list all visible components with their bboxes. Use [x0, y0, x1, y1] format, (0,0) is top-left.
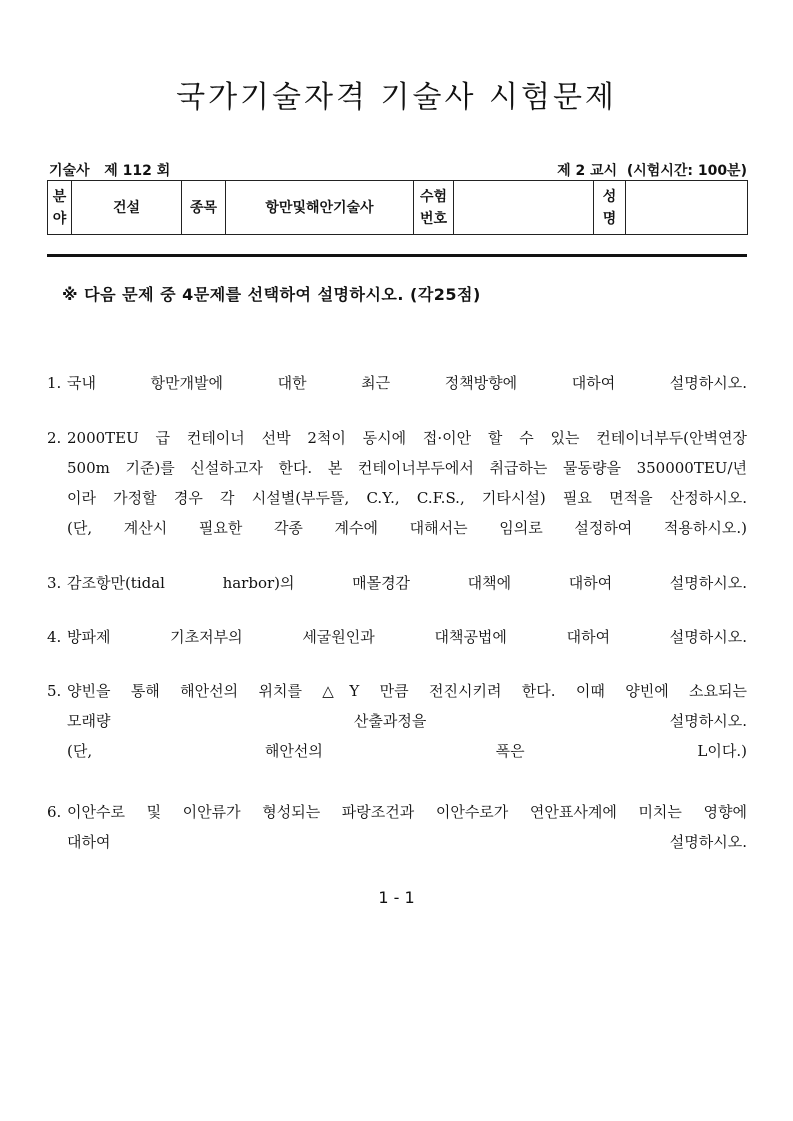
exam-no-label-line1: 수험 — [419, 188, 448, 205]
exam-no-label-cell — [414, 181, 454, 235]
question-1 — [47, 368, 747, 398]
name-label-cell — [594, 181, 626, 235]
exam-no-label-line2: 번호 — [419, 210, 448, 227]
question-2 — [47, 423, 747, 543]
field-label-cell — [48, 181, 72, 235]
question-text-line: 이안수로 및 이안류가 형성되는 파랑조건과 이안수로가 연안표사계에 미치는 영향에 — [67, 803, 747, 821]
divider — [47, 254, 747, 257]
question-text-line: 대하여 설명하시오. — [67, 833, 747, 851]
exam-no-value-cell — [454, 181, 594, 235]
question-text-line: 감조항만(tidal harbor)의 매몰경감 대책에 대하여 설명하시오. — [67, 574, 747, 592]
question-3 — [47, 568, 747, 598]
question-number: 1. — [47, 374, 62, 392]
question-text-line: 양빈을 통해 해안선의 위치를 △Y 만큼 전진시키려 한다. 이때 양빈에 소요되는 — [67, 682, 747, 700]
field-label-line2: 야 — [52, 210, 67, 227]
question-4 — [47, 622, 747, 652]
question-text-line: 500m 기준)를 신설하고자 한다. 본 컨테이너부두에서 취급하는 물동량을 350000TEU/년 — [67, 459, 747, 477]
question-text-line: (단, 계산시 필요한 각종 계수에 대해서는 임의로 설정하여 적용하시오.) — [67, 519, 747, 537]
question-text-line: 이라 가정할 경우 각 시설별(부두뜰, C.Y., C.F.S., 기타시설) 필요 면적을 산정하시오. — [67, 489, 747, 507]
question-5 — [47, 676, 747, 766]
question-text-line: 국내 항만개발에 대한 최근 정책방향에 대하여 설명하시오. — [67, 374, 747, 392]
field-label-line1: 분 — [52, 188, 67, 205]
name-label-line1: 성 — [602, 188, 617, 205]
question-number: 5. — [47, 682, 62, 700]
name-value-cell — [626, 181, 748, 235]
question-number: 6. — [47, 803, 62, 821]
exam-meta — [47, 160, 747, 180]
question-text-line: (단, 해안선의 폭은 L이다.) — [67, 742, 747, 760]
instruction-text: ※ 다음 문제 중 4문제를 선택하여 설명하시오. (각25점) — [62, 285, 481, 304]
exam-info-table — [47, 180, 748, 235]
question-6 — [47, 797, 747, 857]
page-title: 국가기술자격 기술사 시험문제 — [176, 80, 617, 115]
field-value-cell: 건설 — [72, 181, 182, 235]
question-number: 4. — [47, 628, 62, 646]
page-number: 1 - 1 — [378, 888, 415, 907]
question-text-line: 2000TEU 급 컨테이너 선박 2척이 동시에 접·이안 할 수 있는 컨테이너부두(안벽연장 — [67, 429, 747, 447]
exam-period: 제 2 교시 (시험시간: 100분) — [557, 163, 747, 179]
name-label-line2: 명 — [602, 210, 617, 227]
question-text-line: 모래량 산출과정을 설명하시오. — [67, 712, 747, 730]
exam-session: 기술사 제 112 회 — [49, 163, 171, 179]
question-text-line: 방파제 기초저부의 세굴원인과 대책공법에 대하여 설명하시오. — [67, 628, 747, 646]
type-label-cell: 종목 — [182, 181, 226, 235]
type-value-cell: 항만및해안기술사 — [226, 181, 414, 235]
question-number: 3. — [47, 574, 62, 592]
question-number: 2. — [47, 429, 62, 447]
